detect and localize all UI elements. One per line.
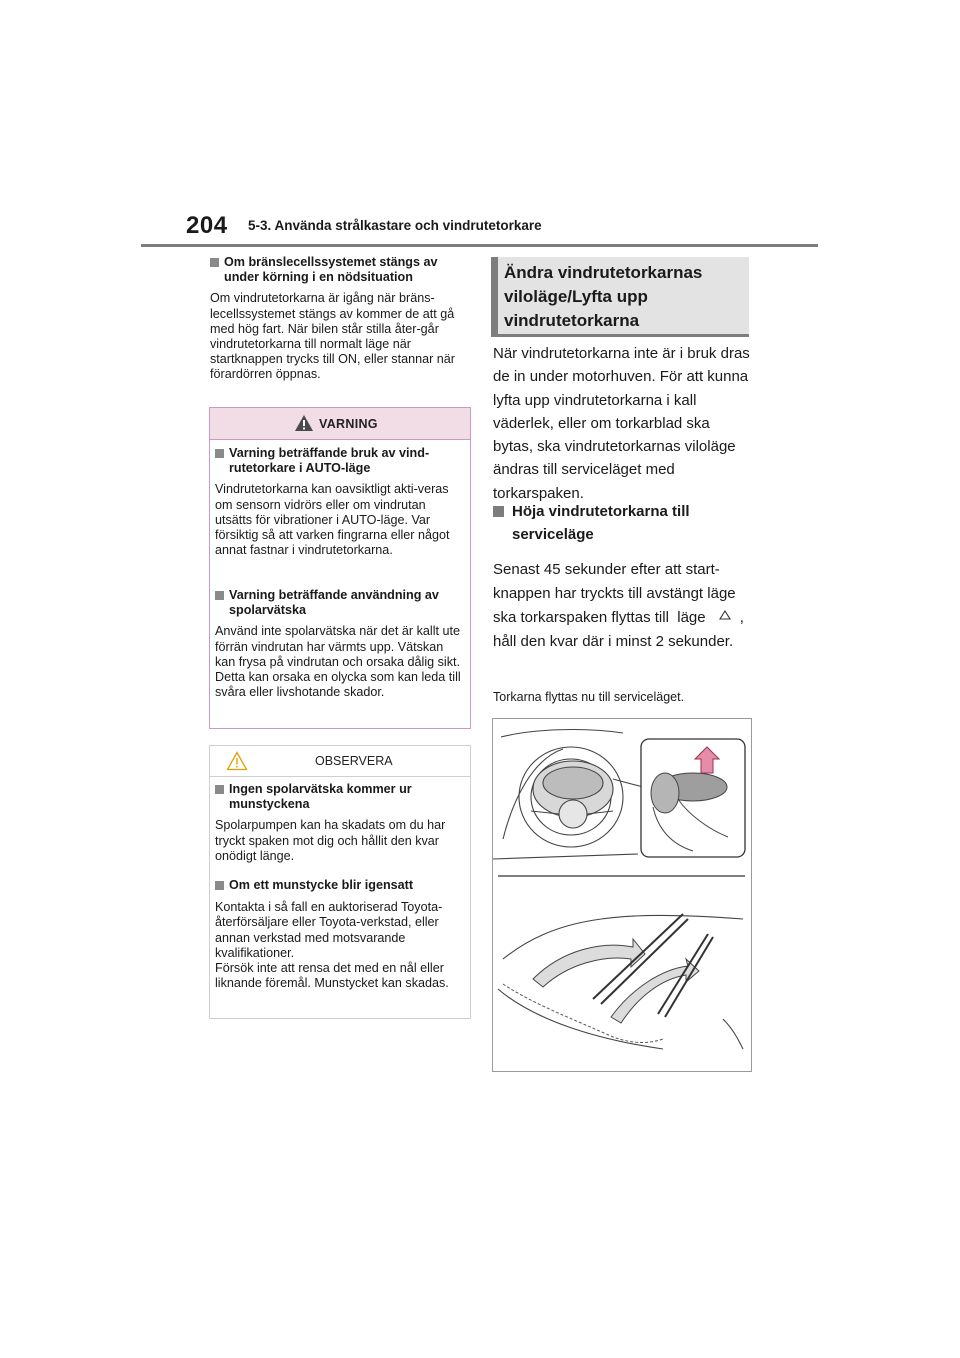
- warning-item-2: [215, 588, 465, 700]
- page-number: 204: [186, 212, 228, 239]
- square-bullet-icon: [215, 785, 224, 794]
- service-subheading: Höja vindrutetorkarna till serviceläge: [493, 500, 743, 547]
- caution-item-body-2: Försök inte att rensa det med en nål eller liknande föremål. Munstycket kan skadas.: [215, 961, 449, 991]
- square-bullet-icon: [215, 591, 224, 600]
- fuelcell-section: [210, 255, 468, 383]
- note-text: Torkarna flyttas nu till serviceläget.: [493, 690, 685, 704]
- arrow-curve-left-icon: [533, 939, 645, 987]
- warning-item-1: [215, 446, 465, 558]
- caution-item-body: Spolarpumpen kan ha skadats om du har tryckt spaken mot dig och hållit den kvar onödigt länge.: [215, 818, 446, 863]
- caution-title: OBSERVERA: [315, 754, 393, 768]
- warning-box: [209, 407, 471, 729]
- warning-triangle-icon: [294, 414, 314, 432]
- warning-item-body: Vindrutetorkarna kan oavsiktligt akti-veras om sensorn vidrörs eller om vindrutan utsätts för vibrationer i AUTO-läge. Var försiktig så att varken fingrarna eller något annat fastnar i vindrutetorkarna.: [215, 482, 450, 558]
- caution-item-1: [215, 782, 465, 864]
- wiper-illustration: [493, 719, 751, 1071]
- section-heading-box: [491, 257, 749, 337]
- caution-item-heading: Ingen spolarvätska kommer ur munstyckena: [215, 782, 465, 812]
- section-heading-bar: [491, 257, 498, 334]
- caution-item-2: [215, 878, 465, 991]
- illustration-figure: [492, 718, 752, 1072]
- caution-box: [209, 745, 471, 1019]
- caution-header: [210, 746, 470, 777]
- section-title: 5-3. Använda strålkastare och vindrutetorkare: [248, 218, 542, 233]
- intro-paragraph: När vindrutetorkarna inte är i bruk dras de in under motorhuven. För att kunna lyfta upp vindrutetorkarna i kall väderlek, eller om torkarblad ska bytas, ska vindrutetorkarnas viloläge ändras till serviceläget med torkarspaken.: [493, 345, 750, 502]
- warning-header: [210, 408, 470, 440]
- square-bullet-icon: [210, 258, 219, 267]
- service-paragraph: Senast 45 sekunder efter att start-knappen har tryckts till avstängt läge ska torkarspaken flyttas till läge , håll den kvar där i minst 2 sekunder.: [493, 561, 744, 650]
- wiper-blades: [593, 914, 713, 1017]
- dashboard-drawing: [493, 730, 643, 859]
- caution-item-body: Kontakta i så fall en auktoriserad Toyota-återförsäljare eller Toyota-verkstad, eller annan verkstad med motsvarande kvalifikationer.: [215, 900, 443, 960]
- section-heading: Ändra vindrutetorkarnas viloläge/Lyfta upp vindrutetorkarna: [504, 263, 703, 330]
- warning-item-heading: Varning beträffande användning av spolarvätska: [215, 588, 465, 618]
- warning-title: VARNING: [319, 417, 378, 431]
- square-bullet-icon: [215, 449, 224, 458]
- fuelcell-body: Om vindrutetorkarna är igång när bräns-lecellssystemet stängs av kommer de att gå med hög fart. När bilen står stilla åter-går vindrutetorkarna till normalt läge när startknappen trycks till ON, eller stannar när förardörren öppnas.: [210, 291, 455, 382]
- header-rule: [141, 244, 818, 247]
- square-bullet-icon: [215, 881, 224, 890]
- caution-item-heading: Om ett munstycke blir igensatt: [215, 878, 465, 894]
- warning-item-body: Använd inte spolarvätska när det är kallt ute förrän vindrutan har värmts upp. Vätskan kan frysa på vindrutan och orsaka dålig sikt. Detta kan orsaka en olycka som kan leda till svåra eller livshotande skador.: [215, 624, 461, 700]
- fuelcell-heading: Om bränslecellssystemet stängs av under körning i en nödsituation: [210, 255, 468, 285]
- caution-triangle-icon: [226, 751, 248, 771]
- mist-symbol-icon: [710, 609, 740, 623]
- square-bullet-icon: [493, 506, 504, 517]
- warning-item-heading: Varning beträffande bruk av vind-rutetorkare i AUTO-läge: [215, 446, 465, 476]
